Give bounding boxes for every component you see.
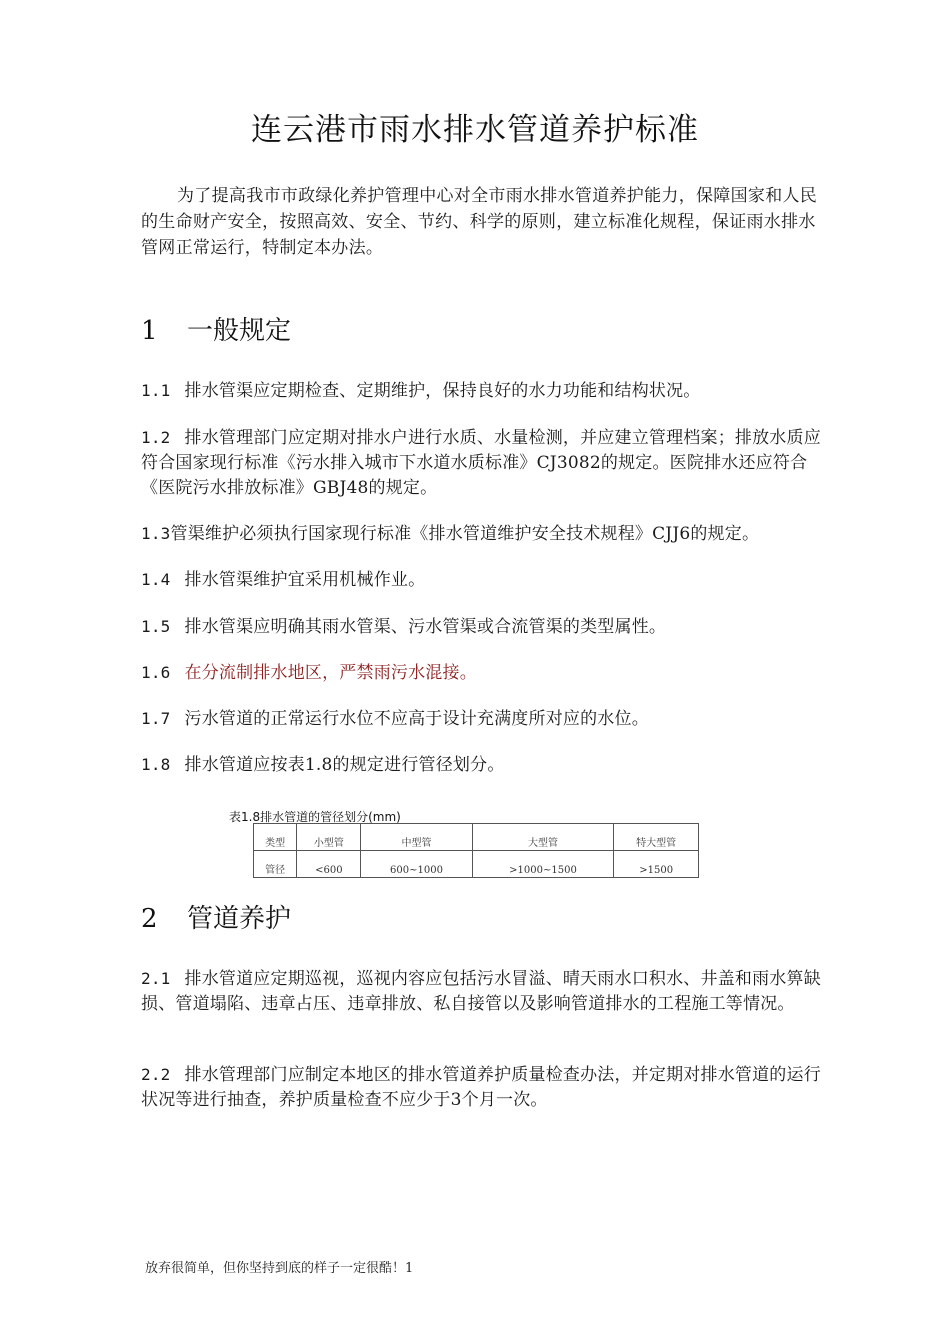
table-header-row xyxy=(254,824,699,851)
clause-1-3 xyxy=(141,521,831,547)
section-2-number: 2 xyxy=(141,904,158,934)
clause-text: 污水管道的正常运行水位不应高于设计充满度所对应的水位。 xyxy=(184,709,649,729)
clause-text: 排水管渠应定期检查、定期维护，保持良好的水力功能和结构状况。 xyxy=(184,381,701,401)
clause-label: 1.3 xyxy=(141,524,171,543)
table-cell: >1000~1500 xyxy=(472,851,614,878)
clause-label: 1.8 xyxy=(141,755,171,774)
clause-text: 排水管道应定期巡视，巡视内容应包括污水冒溢、晴天雨水口积水、井盖和雨水箅缺损、管道塌陷、违章占压、违章排放、私自接管以及影响管道排水的工程施工等情况。 xyxy=(141,969,821,1014)
section-2-heading xyxy=(141,898,291,935)
table-row xyxy=(254,851,699,878)
table-cell: 小型管 xyxy=(297,824,361,851)
clause-text: 排水管道应按表1.8的规定进行管径划分。 xyxy=(184,755,505,775)
clause-1-2 xyxy=(141,425,831,501)
table-cell: 600~1000 xyxy=(361,851,472,878)
clause-text: 排水管渠维护宜采用机械作业。 xyxy=(184,570,426,590)
table-cell: 管径 xyxy=(254,851,297,878)
clause-text: 管渠维护必须执行国家现行标准《排水管道维护安全技术规程》CJJ6的规定。 xyxy=(170,524,760,544)
clause-1-5 xyxy=(141,614,831,640)
table-cell: >1500 xyxy=(614,851,699,878)
table-cell: 特大型管 xyxy=(614,824,699,851)
clause-1-4 xyxy=(141,567,831,593)
intro-paragraph: 为了提高我市市政绿化养护管理中心对全市雨水排水管道养护能力，保障国家和人民的生命财产安全，按照高效、安全、节约、科学的原则，建立标准化规程，保证雨水排水管网正常运行，特制定本办法。 xyxy=(141,186,818,258)
table-cell: 类型 xyxy=(254,824,297,851)
clause-label: 2.1 xyxy=(141,969,171,988)
clause-label: 2.2 xyxy=(141,1065,171,1084)
clause-1-6 xyxy=(141,660,831,686)
document-title: 连云港市雨水排水管道养护标准 xyxy=(251,112,699,148)
section-1-number: 1 xyxy=(141,316,158,346)
clause-label: 1.7 xyxy=(141,709,171,728)
clause-1-1 xyxy=(141,378,831,404)
section-1-title: 一般规定 xyxy=(187,316,292,346)
clause-2-2 xyxy=(141,1062,831,1113)
table-cell: 大型管 xyxy=(472,824,614,851)
clause-text: 排水管理部门应制定本地区的排水管道养护质量检查办法，并定期对排水管道的运行状况等进行抽查，养护质量检查不应少于3个月一次。 xyxy=(141,1065,821,1110)
clause-label: 1.4 xyxy=(141,570,171,589)
clause-2-1 xyxy=(141,966,831,1017)
pipe-diameter-table xyxy=(253,823,699,878)
clause-text-highlighted: 在分流制排水地区，严禁雨污水混接。 xyxy=(184,663,477,683)
clause-label: 1.5 xyxy=(141,617,171,636)
clause-1-8 xyxy=(141,752,831,778)
clause-label: 1.1 xyxy=(141,381,171,400)
clause-text: 排水管渠应明确其雨水管渠、污水管渠或合流管渠的类型属性。 xyxy=(184,617,667,637)
table-caption: 表1.8排水管道的管径划分(mm) xyxy=(229,810,401,824)
clause-label: 1.6 xyxy=(141,663,171,682)
clause-1-7 xyxy=(141,706,831,732)
table-cell: <600 xyxy=(297,851,361,878)
clause-label: 1.2 xyxy=(141,428,171,447)
page-footer: 放弃很简单，但你坚持到底的样子一定很酷！1 xyxy=(145,1261,414,1276)
clause-text: 排水管理部门应定期对排水户进行水质、水量检测，并应建立管理档案；排放水质应符合国家现行标准《污水排入城市下水道水质标准》CJ3082的规定。医院排水还应符合《医院污水排放标准》GBJ48的规定。 xyxy=(141,428,821,498)
table-cell: 中型管 xyxy=(361,824,472,851)
section-1-heading xyxy=(141,310,291,347)
section-2-title: 管道养护 xyxy=(187,904,292,934)
